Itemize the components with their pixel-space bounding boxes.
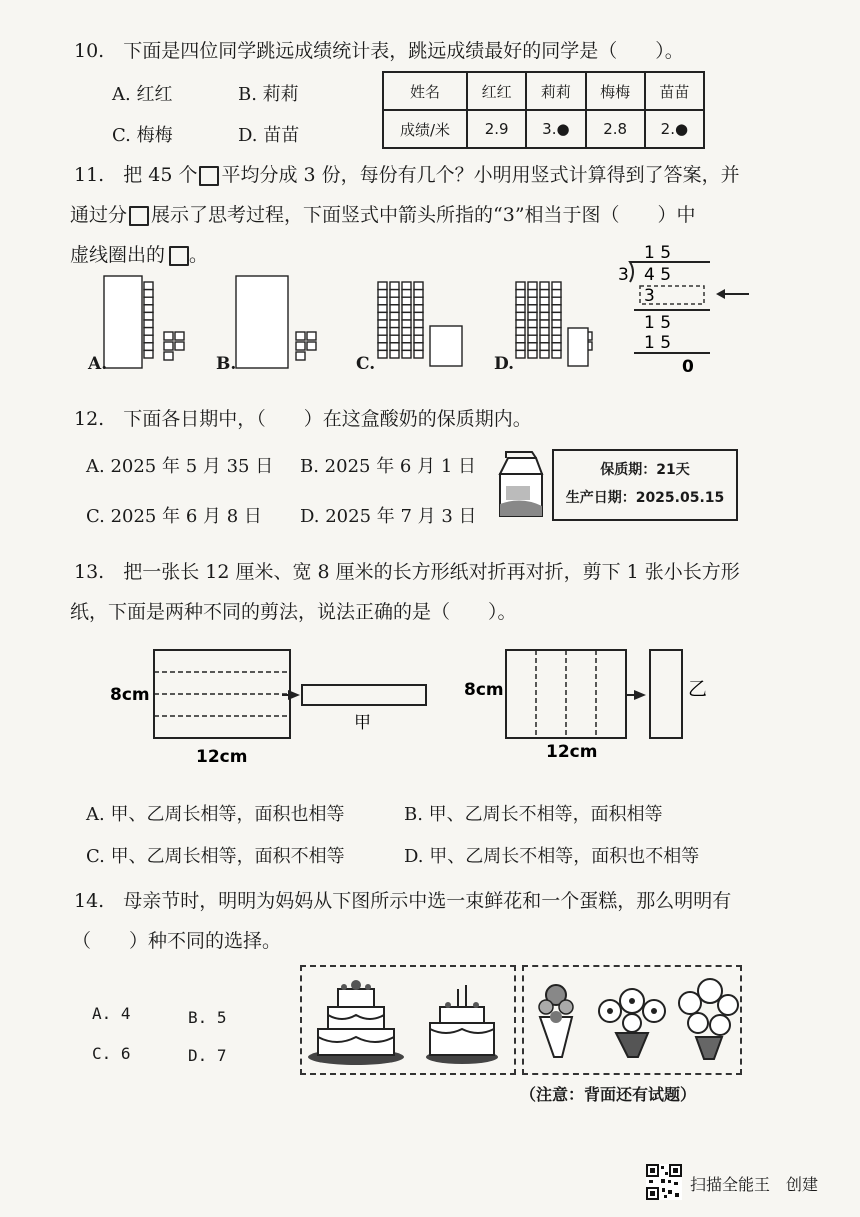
ten-rod-cube — [516, 350, 525, 358]
ten-rod-cube — [378, 282, 387, 290]
q14-line2: （ ）种不同的选择。 — [72, 930, 282, 952]
q10-option-b[interactable]: B. 莉莉 — [238, 84, 299, 105]
q12-option-c[interactable]: C. 2025 年 6 月 8 日 — [86, 506, 262, 527]
ten-rod-cube — [516, 328, 525, 336]
ten-rod-cube — [540, 320, 549, 328]
yogurt-info-box — [552, 449, 738, 521]
ten-rod-cube — [390, 335, 399, 343]
ten-rod-cube — [390, 290, 399, 298]
q13-option-d[interactable]: D. 甲、乙周长不相等，面积也不相等 — [404, 846, 700, 867]
ten-rod-cube — [144, 312, 153, 320]
unit-cube — [175, 332, 184, 340]
ten-rod-cube — [402, 312, 411, 320]
q11-line2-end: 展示了思考过程，下面竖式中箭头所指的“3”相当于图（ ）中 — [151, 204, 696, 226]
q13-line1: 13. 把一张长 12 厘米、宽 8 厘米的长方形纸对折再对折，剪下 1 张小长方形 — [74, 561, 740, 583]
shelf-life-text: 保质期：21天 — [600, 462, 690, 478]
score-table-cell: 2.● — [645, 110, 704, 148]
ten-rod-cube — [528, 297, 537, 305]
q10-option-c[interactable]: C. 梅梅 — [112, 125, 173, 146]
q10-option-a[interactable]: A. 红红 — [112, 84, 173, 105]
ten-rod-cube — [414, 335, 423, 343]
division-step2: 1 5 — [644, 313, 672, 333]
dashed-selection — [104, 276, 142, 368]
ten-rod-cube — [402, 320, 411, 328]
unit-cube — [164, 332, 173, 340]
ten-rod-cube — [402, 350, 411, 358]
flower-bouquet-icon — [679, 979, 738, 1059]
ten-rod-cube — [402, 328, 411, 336]
ten-rod-cube — [414, 282, 423, 290]
unit-cube — [307, 342, 316, 350]
score-table-cell: 2.9 — [467, 110, 526, 148]
ten-rod-cube — [516, 320, 525, 328]
cake-icon — [308, 980, 404, 1065]
ten-rod-cube — [540, 335, 549, 343]
yogurt-box-icon — [496, 452, 546, 524]
cube-icon — [169, 246, 189, 266]
ten-rod-cube — [516, 297, 525, 305]
ten-rod-cube — [144, 297, 153, 305]
q14-option-a[interactable]: A. 4 — [92, 1004, 131, 1023]
ten-rod-cube — [144, 335, 153, 343]
ten-rod-cube — [540, 343, 549, 351]
ten-rod-cube — [390, 282, 399, 290]
ten-rod-cube — [552, 305, 561, 313]
flower-bouquet-icon — [599, 989, 665, 1057]
ten-rod-cube — [516, 312, 525, 320]
score-table-cell: 成绩/米 — [383, 110, 467, 148]
ten-rod-cube — [390, 328, 399, 336]
ten-rod-cube — [552, 282, 561, 290]
right-height-label: 8cm — [464, 680, 504, 700]
ten-rod-cube — [402, 282, 411, 290]
ten-rod-cube — [540, 297, 549, 305]
ten-rod-cube — [378, 335, 387, 343]
unit-cube — [164, 352, 173, 360]
unit-cube — [296, 332, 305, 340]
ten-rod-cube — [378, 328, 387, 336]
ten-rod-cube — [516, 282, 525, 290]
unit-cube — [307, 332, 316, 340]
ten-rod-cube — [390, 320, 399, 328]
ten-rod-cube — [144, 350, 153, 358]
q11-line2 — [70, 200, 696, 227]
q14-option-b[interactable]: B. 5 — [188, 1008, 227, 1027]
ten-rod-cube — [540, 350, 549, 358]
cube-icon — [129, 206, 149, 226]
ten-rod-cube — [528, 343, 537, 351]
ten-rod-cube — [552, 297, 561, 305]
q11-line3-text: 虚线圈出的 — [70, 244, 166, 266]
q11-option-a[interactable]: A. — [88, 354, 108, 374]
score-table-header-cell: 红红 — [467, 72, 526, 110]
division-dividend: 4 5 — [644, 265, 672, 285]
ten-rod-cube — [528, 328, 537, 336]
right-width-label: 12cm — [546, 742, 598, 762]
ten-rod-cube — [552, 290, 561, 298]
ten-rod-cube — [390, 343, 399, 351]
q13-option-a[interactable]: A. 甲、乙周长相等，面积也相等 — [86, 804, 345, 825]
arrow-left-icon — [716, 286, 750, 305]
dashed-selection — [236, 276, 288, 368]
ten-rod-cube — [378, 350, 387, 358]
ten-rod-cube — [516, 290, 525, 298]
q13-line2: 纸，下面是两种不同的剪法，说法正确的是（ ）。 — [70, 601, 517, 623]
ten-rod-cube — [378, 297, 387, 305]
score-table-header-cell: 梅梅 — [586, 72, 645, 110]
ten-rod-cube — [144, 320, 153, 328]
ten-rod-cube — [552, 328, 561, 336]
score-table-header-cell: 莉莉 — [526, 72, 585, 110]
production-date-text: 生产日期：2025.05.15 — [565, 490, 725, 506]
flower-panel — [522, 965, 742, 1075]
piece-yi — [650, 650, 682, 738]
q13-option-c[interactable]: C. 甲、乙周长相等，面积不相等 — [86, 846, 345, 867]
ten-rod-cube — [144, 328, 153, 336]
q11-line2-start: 通过分 — [70, 204, 128, 226]
q11-line3: 虚线圈出的 。 — [70, 244, 209, 266]
q10-option-d[interactable]: D. 苗苗 — [238, 125, 300, 146]
ten-rod-cube — [378, 343, 387, 351]
unit-cube — [296, 342, 305, 350]
back-page-note: （注意：背面还有试题） — [520, 1085, 697, 1104]
ten-rod-cube — [528, 312, 537, 320]
division-divisor: 3 — [618, 265, 629, 285]
ten-rod-cube — [552, 312, 561, 320]
ten-rod-cube — [516, 305, 525, 313]
score-table-cell: 2.8 — [586, 110, 645, 148]
q10-stem: 10. 下面是四位同学跳远成绩统计表，跳远成绩最好的同学是（ ）。 — [74, 40, 684, 62]
score-table — [382, 71, 705, 149]
ten-rod-cube — [378, 320, 387, 328]
cube-icon — [199, 166, 219, 186]
ten-rod-cube — [144, 305, 153, 313]
piece-jia-label: 甲 — [354, 713, 371, 733]
q13-cutting-figure — [104, 640, 708, 770]
ten-rod-cube — [402, 305, 411, 313]
ten-rod-cube — [378, 305, 387, 313]
ten-rod-cube — [552, 335, 561, 343]
q11-line1-start: 11. 把 45 个 — [74, 164, 198, 186]
ten-rod-cube — [414, 305, 423, 313]
division-step3: 1 5 — [644, 333, 672, 353]
ten-rod-cube — [144, 290, 153, 298]
score-table-header-row — [383, 72, 704, 110]
cake-icon — [426, 985, 498, 1064]
ten-rod-cube — [540, 328, 549, 336]
score-table-header-cell: 姓名 — [383, 72, 467, 110]
ten-rod-cube — [516, 343, 525, 351]
q14-line1: 14. 母亲节时，明明为妈妈从下图所示中选一束鲜花和一个蛋糕，那么明明有 — [74, 890, 732, 912]
ten-rod-cube — [552, 343, 561, 351]
ten-rod-cube — [390, 350, 399, 358]
q13-option-b[interactable]: B. 甲、乙周长不相等，面积相等 — [404, 804, 663, 825]
unit-cube — [296, 352, 305, 360]
q12-option-b[interactable]: B. 2025 年 6 月 1 日 — [300, 456, 476, 477]
q11-option-c[interactable]: C. — [356, 354, 376, 374]
flower-bouquet-icon — [539, 985, 573, 1057]
piece-yi-label: 乙 — [688, 678, 708, 700]
cake-panel — [300, 965, 516, 1075]
q11-picture-options — [86, 272, 626, 376]
ten-rod-cube — [378, 290, 387, 298]
qr-code-icon — [646, 1164, 682, 1204]
q11-option-d[interactable]: D. — [494, 354, 515, 374]
ten-rod-cube — [528, 320, 537, 328]
unit-cube — [175, 342, 184, 350]
ten-rod-cube — [528, 350, 537, 358]
score-table-header-cell: 苗苗 — [645, 72, 704, 110]
q12-option-d[interactable]: D. 2025 年 7 月 3 日 — [300, 506, 477, 527]
dashed-selection — [430, 326, 462, 366]
ten-rod-cube — [540, 312, 549, 320]
arrow-right-icon — [634, 690, 646, 700]
ten-rod-cube — [414, 312, 423, 320]
score-table-data-row — [383, 110, 704, 148]
ten-rod-cube — [402, 290, 411, 298]
ten-rod-cube — [552, 320, 561, 328]
q11-line1 — [74, 160, 740, 187]
scanner-watermark: 扫描全能王 创建 — [690, 1175, 819, 1194]
ten-rod-cube — [402, 335, 411, 343]
ten-rod-cube — [540, 290, 549, 298]
ten-rod-cube — [390, 297, 399, 305]
q12-stem: 12. 下面各日期中，（ ）在这盒酸奶的保质期内。 — [74, 408, 532, 430]
ten-rod-cube — [528, 290, 537, 298]
ten-rod-cube — [540, 282, 549, 290]
ten-rod-cube — [414, 343, 423, 351]
q11-option-b[interactable]: B. — [216, 354, 237, 374]
ten-rod-cube — [378, 312, 387, 320]
ten-rod-cube — [540, 305, 549, 313]
ten-rod-cube — [414, 297, 423, 305]
ten-rod-cube — [414, 320, 423, 328]
q11-line1-end: 平均分成 3 份，每份有几个？小明用竖式计算得到了答案，并 — [221, 164, 740, 186]
q14-option-c[interactable]: C. 6 — [92, 1044, 131, 1063]
ten-rod-cube — [528, 282, 537, 290]
unit-cube — [164, 342, 173, 350]
ten-rod-cube — [516, 335, 525, 343]
ten-rod-cube — [528, 305, 537, 313]
ten-rod-cube — [414, 350, 423, 358]
ten-rod-cube — [552, 350, 561, 358]
ten-rod-cube — [390, 305, 399, 313]
ten-rod-cube — [144, 282, 153, 290]
score-table-cell: 3.● — [526, 110, 585, 148]
q14-option-d[interactable]: D. 7 — [188, 1046, 227, 1065]
division-step1: 3 — [644, 286, 655, 306]
ten-rod-cube — [390, 312, 399, 320]
ten-rod-cube — [528, 335, 537, 343]
left-height-label: 8cm — [110, 685, 150, 705]
long-division — [612, 240, 737, 380]
division-quotient: 1 5 — [644, 243, 672, 263]
ten-rod-cube — [144, 343, 153, 351]
ten-rod-cube — [402, 297, 411, 305]
division-remainder: 0 — [682, 357, 694, 377]
q12-option-a[interactable]: A. 2025 年 5 月 35 日 — [86, 456, 274, 477]
ten-rod-cube — [402, 343, 411, 351]
ten-rod-cube — [414, 290, 423, 298]
piece-jia — [302, 685, 426, 705]
ten-rod-cube — [414, 328, 423, 336]
dashed-selection — [568, 328, 588, 366]
left-width-label: 12cm — [196, 747, 248, 767]
